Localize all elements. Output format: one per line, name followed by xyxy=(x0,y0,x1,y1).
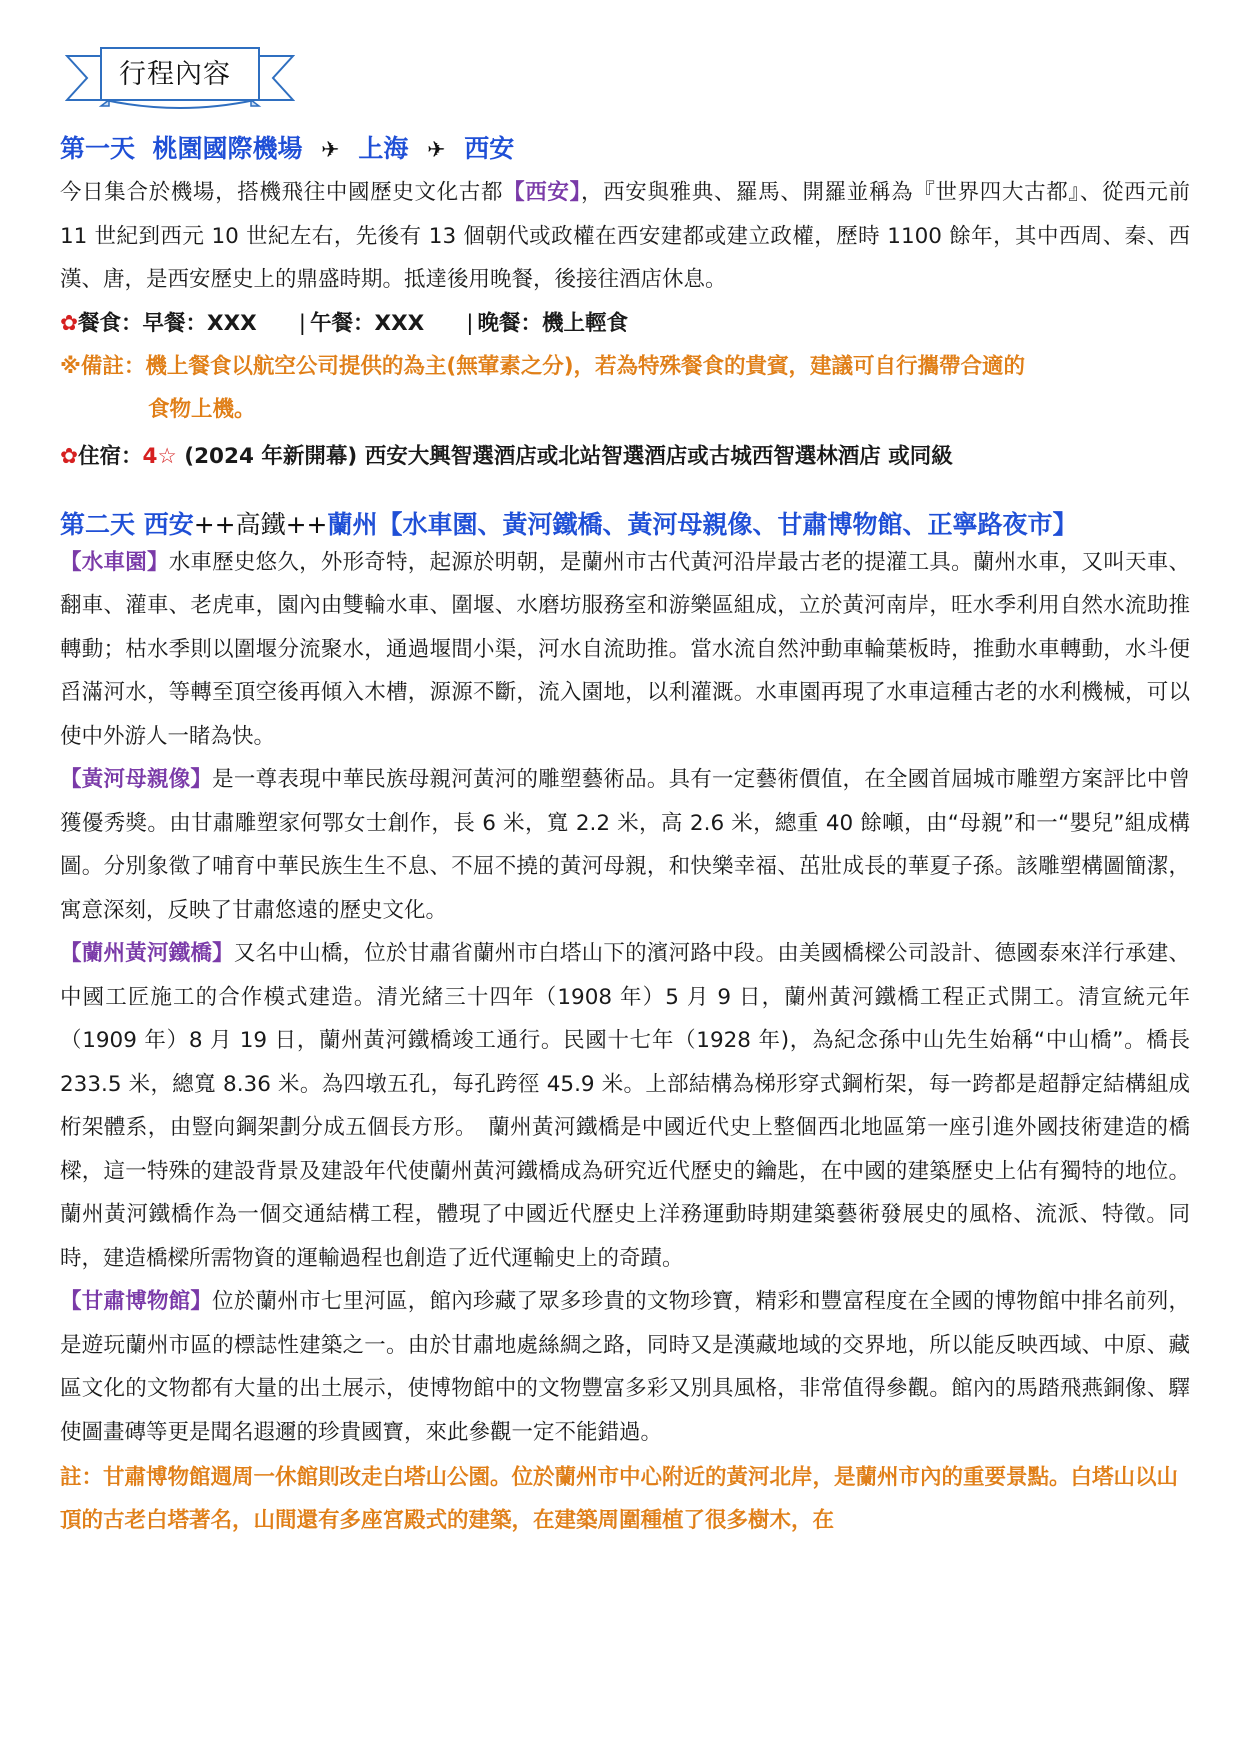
day1-route-destination: 西安 xyxy=(464,134,515,163)
itinerary-page xyxy=(60,40,1190,1542)
day1-desc-text-1: 今日集合於機場，搭機飛往中國歷史文化古都 xyxy=(60,180,504,205)
day2-section-waterwheel xyxy=(60,541,1190,759)
day2-note: 註：甘肅博物館週周一休館則改走白塔山公園。位於蘭州市中心附近的黃河北岸，是蘭州市內的重要景點。白塔山以山頂的古老白塔著名，山間還有多座宮殿式的建築，在建築周圍種植了很多樹木，在 xyxy=(60,1465,1179,1533)
day1-label: 第一天 xyxy=(60,134,136,163)
section-highlight: 【水車園】 xyxy=(60,549,169,575)
stay-hotels: (2024 年新開幕) 西安大興智選酒店或北站智選酒店或古城西智選林酒店 或同級 xyxy=(176,443,953,469)
day2-title-transport: ++高鐵++ xyxy=(193,509,328,539)
meal-separator: | xyxy=(298,310,306,336)
airplane-icon: ✈ xyxy=(321,138,340,163)
meal-separator: | xyxy=(466,310,474,336)
section-highlight: 【甘肅博物館】 xyxy=(60,1289,213,1314)
day1-route-origin: 桃園國際機場 xyxy=(152,134,303,163)
day2-title-part3: 蘭州【水車園、黃河鐵橋、黃河母親像、甘肅博物館、正寧路夜市】 xyxy=(327,509,1078,539)
section-text: 是一尊表現中華民族母親河黃河的雕塑藝術品。具有一定藝術價值，在全國首屆城市雕塑方案評比中曾獲優秀獎。由甘肅雕塑家何鄂女士創作，長 6 米，寬 2.2 米，高 2.6 米，總重 40 餘噸，由“母親”和一“嬰兒”組成構圖。分別象徵了哺育中華民族生生不息、不屈不撓的黃河母親，和快樂幸福、茁壯成長的華夏子孫。該雕塑構圖簡潔，寓意深刻，反映了甘肅悠遠的歷史文化。 xyxy=(60,767,1190,923)
meal-lunch: 午餐：XXX xyxy=(310,310,425,336)
flower-icon: ✿ xyxy=(60,310,79,336)
day2-section-museum xyxy=(60,1280,1190,1454)
day2-section-iron-bridge xyxy=(60,932,1190,1280)
day1-note-line2: 食物上機。 xyxy=(148,396,256,422)
day2-title xyxy=(60,508,1190,541)
day1-accommodation xyxy=(60,435,1190,478)
day1-desc-highlight: 【西安】 xyxy=(503,180,581,205)
day1-description xyxy=(60,171,1190,302)
section-highlight: 【蘭州黃河鐵橋】 xyxy=(60,941,234,966)
section-text: 位於蘭州市七里河區，館內珍藏了眾多珍貴的文物珍寶，精彩和豐富程度在全國的博物館中排名前列，是遊玩蘭州市區的標誌性建築之一。由於甘肅地處絲綢之路，同時又是漢藏地域的交界地，所以能反映西域、中原、藏區文化的文物都有大量的出土展示，使博物館中的文物豐富多彩又別具風格，非常值得參觀。館內的馬踏飛燕銅像、驛使圖畫磚等更是聞名遐邇的珍貴國寶，來此參觀一定不能錯過。 xyxy=(60,1289,1190,1445)
section-title: 行程內容 xyxy=(119,59,231,90)
meal-dinner: 晚餐：機上輕食 xyxy=(477,310,628,336)
section-text: 又名中山橋，位於甘肅省蘭州市白塔山下的濱河路中段。由美國橋樑公司設計、德國泰來洋行承建、中國工匠施工的合作模式建造。清光緒三十四年（1908 年）5 月 9 日，蘭州黃河鐵橋工程正式開工。清宣統元年（1909 年）8 月 19 日，蘭州黃河鐵橋竣工通行。民國十七年（1928 年)，為紀念孫中山先生始稱“中山橋”。橋長 233.5 米，總寬 8.36 米。為四墩五孔，每孔跨徑 45.9 米。上部結構為梯形穿式鋼桁架，每一跨都是超靜定結構組成桁架體系，由豎向鋼架劃分成五個長方形。 蘭州黃河鐵橋是中國近代史上整個西北地區第一座引進外國技術建造的橋樑，這一特殊的建設背景及建設年代使蘭州黃河鐵橋成為研究近代歷史的鑰匙，在中國的建築歷史上佔有獨特的地位。蘭州黃河鐵橋作為一個交通結構工程，體現了中國近代歷史上洋務運動時期建築藝術發展史的風格、流派、特徵。同時，建造橋樑所需物資的運輸過程也創造了近代運輸史上的奇蹟。 xyxy=(60,941,1190,1271)
section-text: 水車歷史悠久，外形奇特，起源於明朝，是蘭州市古代黃河沿岸最古老的提灌工具。蘭州水車，又叫天車、翻車、灌車、老虎車，園內由雙輪水車、圍堰、水磨坊服務室和游樂區組成，立於黃河南岸，旺水季利用自然水流助推轉動；枯水季則以圍堰分流聚水，通過堰間小渠，河水自流助推。當水流自然沖動車輪葉板時，推動水車轉動，水斗便舀滿河水，等轉至頂空後再傾入木槽，源源不斷，流入園地，以利灌溉。水車園再現了水車這種古老的水利機械，可以使中外游人一睹為快。 xyxy=(60,549,1190,749)
day2-section-mother-statue xyxy=(60,758,1190,932)
section-highlight: 【黃河母親像】 xyxy=(60,767,213,792)
flower-icon: ✿ xyxy=(60,443,79,469)
meal-breakfast: 餐食：早餐：XXX xyxy=(78,310,257,336)
day2-title-part1: 第二天 西安 xyxy=(60,509,194,539)
day1-note xyxy=(60,345,1190,431)
stay-label: 住宿： xyxy=(78,443,143,469)
day1-desc-text-2: ，西安與雅典、羅馬、開羅並稱為『世界四大古都』、從西元前 11 世紀到西元 10 世紀左右，先後有 13 個朝代或政權在西安建都或建立政權，歷時 1100 餘年，其中西周、秦、西漢、唐，是西安歷史上的鼎盛時期。抵達後用晚餐，後接往酒店休息。 xyxy=(60,180,1190,292)
day1-route-stop: 上海 xyxy=(358,134,409,163)
airplane-icon: ✈ xyxy=(427,138,446,163)
star-rating: 4☆ xyxy=(142,443,177,469)
day1-title xyxy=(60,132,1190,167)
day1-note-line1: ※備註：機上餐食以航空公司提供的為主(無葷素之分)，若為特殊餐食的貴賓，建議可自行攜帶合適的 xyxy=(60,353,1026,379)
day1-meals xyxy=(60,302,1190,345)
section-ribbon xyxy=(65,40,295,112)
